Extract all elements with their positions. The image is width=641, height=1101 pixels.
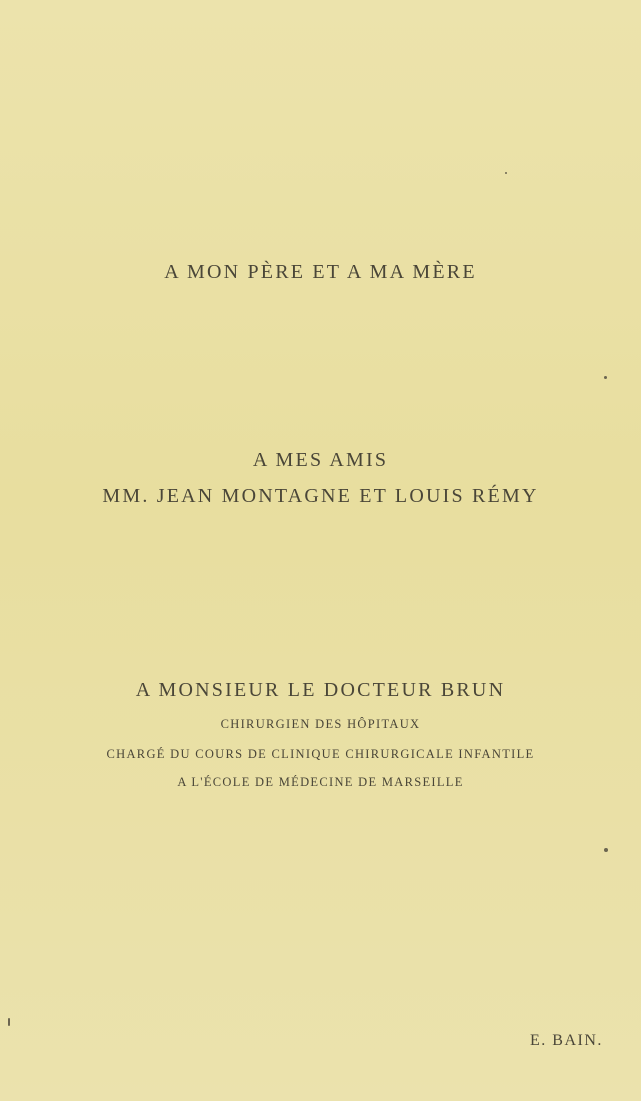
paper-speck [604, 376, 607, 379]
dedication-doctor-school: A L'ÉCOLE DE MÉDECINE DE MARSEILLE [177, 775, 464, 789]
dedication-friends-heading: A MES AMIS [252, 449, 389, 471]
dedication-doctor-role: CHIRURGIEN DES HÔPITAUX [220, 717, 421, 731]
dedication-doctor-heading: A MONSIEUR LE DOCTEUR BRUN [135, 679, 506, 701]
dedication-parents: A MON PÈRE ET A MA MÈRE [164, 261, 477, 283]
paper-speck [604, 848, 608, 852]
author-signature: E. BAIN. [530, 1032, 603, 1049]
paper-speck [505, 172, 507, 174]
dedication-doctor-course: CHARGÉ DU COURS DE CLINIQUE CHIRURGICALE INFANTILE [106, 747, 535, 761]
dedication-friends-names: MM. JEAN MONTAGNE ET LOUIS RÉMY [102, 485, 539, 507]
paper-speck [8, 1018, 10, 1026]
